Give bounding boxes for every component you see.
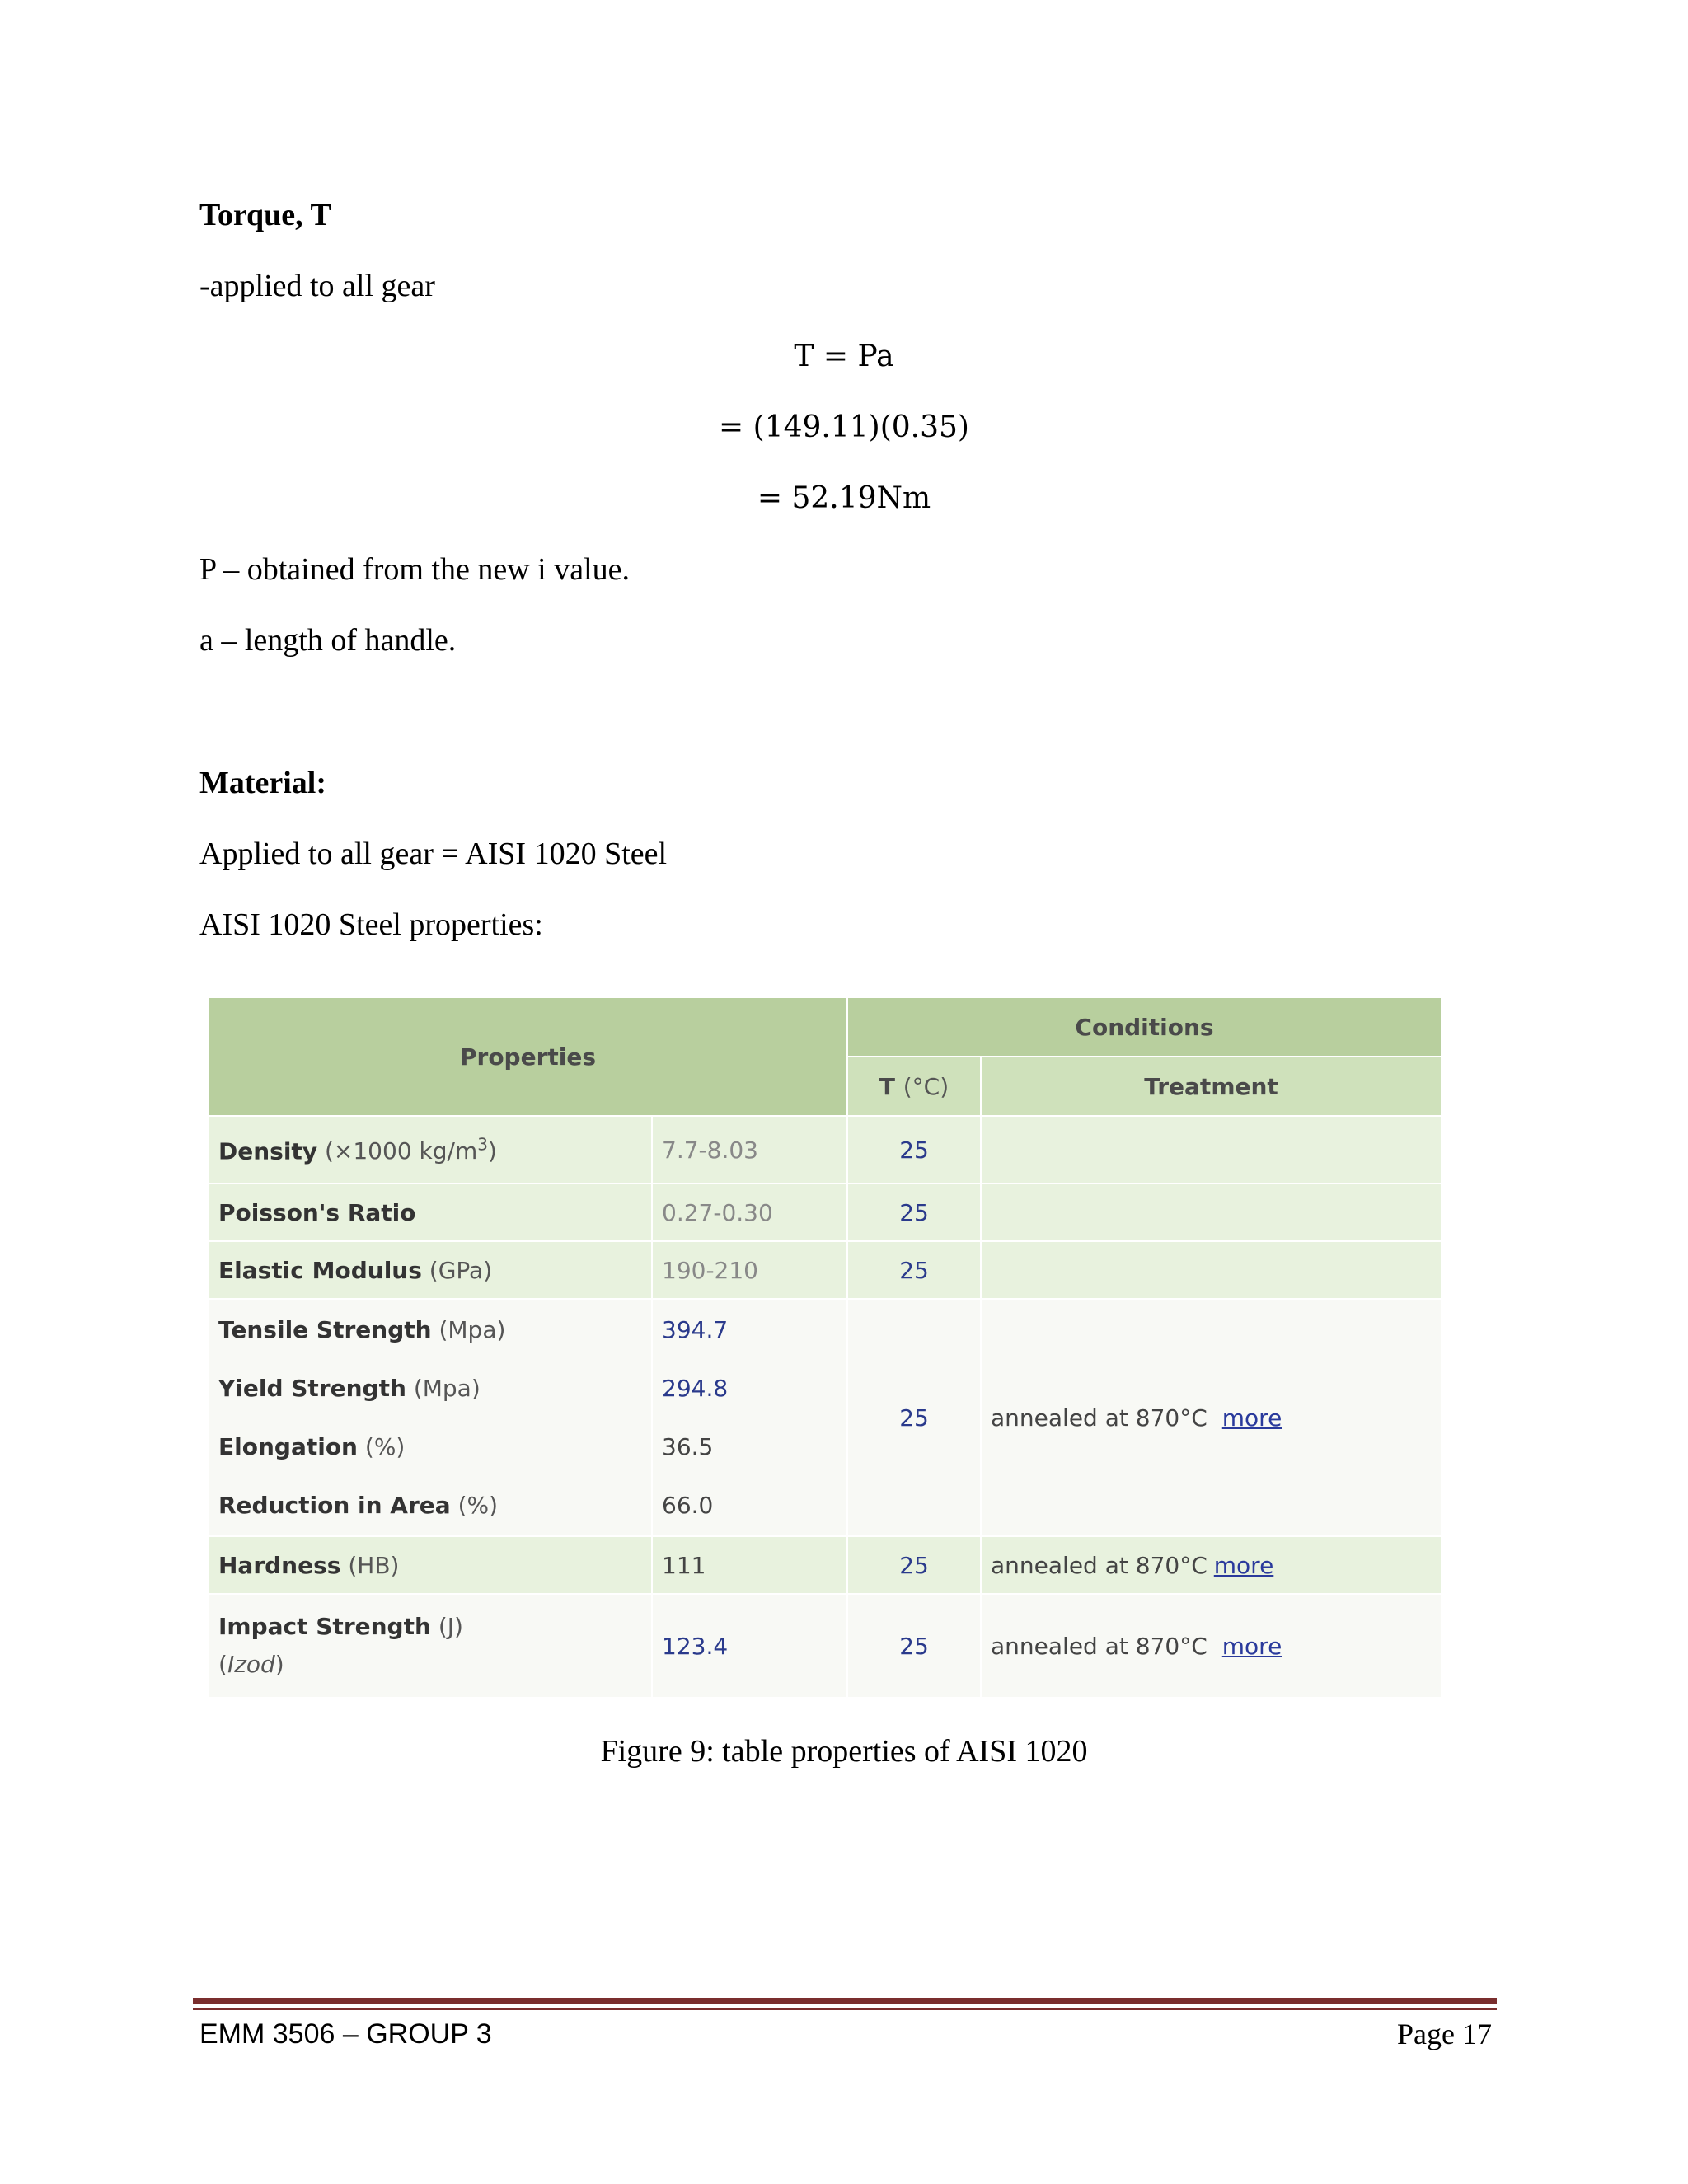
property-temperature: 25 bbox=[847, 1299, 981, 1536]
torque-heading: Torque, T bbox=[199, 198, 331, 232]
property-value-group bbox=[652, 1299, 847, 1536]
property-temperature: 25 bbox=[847, 1183, 981, 1241]
torque-equation-3: = 52.19Nm bbox=[757, 481, 931, 515]
property-value: 190-210 bbox=[652, 1241, 847, 1299]
header-t-label: T bbox=[879, 1072, 895, 1100]
property-temperature: 25 bbox=[847, 1594, 981, 1698]
header-t-unit: (°C) bbox=[903, 1072, 950, 1100]
treatment-text: annealed at 870°C bbox=[991, 1632, 1207, 1660]
value-reduction: 66.0 bbox=[662, 1492, 714, 1519]
property-cell bbox=[209, 1116, 652, 1183]
property-cell bbox=[209, 1183, 652, 1241]
table-row-impact bbox=[209, 1594, 1442, 1698]
property-name: Impact Strength bbox=[218, 1613, 431, 1640]
header-treatment: Treatment bbox=[981, 1057, 1442, 1116]
table-row-mechanical-group bbox=[209, 1299, 1442, 1536]
note-p: P – obtained from the new i value. bbox=[199, 552, 631, 587]
property-cell-group bbox=[209, 1299, 652, 1536]
property-name: Hardness bbox=[218, 1551, 341, 1579]
property-value: 111 bbox=[652, 1536, 847, 1594]
property-value: 0.27-0.30 bbox=[652, 1183, 847, 1241]
property-unit: (GPa) bbox=[429, 1256, 493, 1284]
material-heading: Material: bbox=[199, 766, 327, 800]
property-elongation: Elongation (%) bbox=[218, 1433, 406, 1460]
property-tensile: Tensile Strength (Mpa) bbox=[218, 1316, 506, 1343]
footer-rule-thin bbox=[193, 2008, 1497, 2010]
value-elongation: 36.5 bbox=[662, 1433, 714, 1460]
header-conditions: Conditions bbox=[847, 997, 1442, 1057]
property-reduction: Reduction in Area (%) bbox=[218, 1492, 499, 1519]
property-cell bbox=[209, 1536, 652, 1594]
property-yield: Yield Strength (Mpa) bbox=[218, 1375, 481, 1402]
property-unit: (×1000 $kg/m^3$) bbox=[324, 1134, 497, 1165]
torque-equation-1: T = Pa bbox=[794, 340, 894, 373]
value-yield: 294.8 bbox=[662, 1375, 729, 1402]
header-properties: Properties bbox=[209, 997, 847, 1116]
footer-page-number: Page 17 bbox=[1397, 2018, 1492, 2050]
material-applied-text: Applied to all gear = AISI 1020 Steel bbox=[199, 837, 668, 871]
torque-equation-2: = (149.11)(0.35) bbox=[719, 410, 969, 444]
property-treatment bbox=[981, 1183, 1442, 1241]
property-subnote: (Izod) bbox=[218, 1651, 284, 1678]
property-treatment bbox=[981, 1116, 1442, 1183]
property-unit: (HB) bbox=[348, 1551, 400, 1579]
property-temperature: 25 bbox=[847, 1536, 981, 1594]
note-a: a – length of handle. bbox=[199, 623, 457, 658]
more-link[interactable]: more bbox=[1221, 1404, 1282, 1432]
value-tensile: 394.7 bbox=[662, 1316, 729, 1343]
footer-rule bbox=[193, 1998, 1497, 2004]
property-cell bbox=[209, 1594, 652, 1698]
property-temperature: 25 bbox=[847, 1241, 981, 1299]
treatment-text: annealed at 870°C bbox=[991, 1551, 1207, 1579]
properties-table bbox=[208, 996, 1442, 1699]
property-temperature: 25 bbox=[847, 1116, 981, 1183]
table-row-poisson bbox=[209, 1183, 1442, 1241]
figure-caption: Figure 9: table properties of AISI 1020 bbox=[600, 1734, 1088, 1769]
property-treatment bbox=[981, 1299, 1442, 1536]
property-treatment bbox=[981, 1594, 1442, 1698]
property-unit: (J) bbox=[438, 1613, 463, 1640]
property-name: Density bbox=[218, 1137, 318, 1165]
property-treatment bbox=[981, 1536, 1442, 1594]
property-name: Poisson's Ratio bbox=[218, 1198, 416, 1226]
table-row-hardness bbox=[209, 1536, 1442, 1594]
table-row-elastic bbox=[209, 1241, 1442, 1299]
header-temperature bbox=[847, 1057, 981, 1116]
footer-course-group: EMM 3506 – GROUP 3 bbox=[199, 2018, 492, 2050]
more-link[interactable]: more bbox=[1221, 1632, 1282, 1660]
treatment-text: annealed at 870°C bbox=[991, 1404, 1207, 1432]
material-properties-intro: AISI 1020 Steel properties: bbox=[199, 907, 543, 942]
property-value: 123.4 bbox=[652, 1594, 847, 1698]
property-name: Elastic Modulus bbox=[218, 1256, 422, 1284]
torque-applied-text: -applied to all gear bbox=[199, 269, 435, 303]
property-treatment bbox=[981, 1241, 1442, 1299]
table-row-density bbox=[209, 1116, 1442, 1183]
property-cell bbox=[209, 1241, 652, 1299]
property-value: 7.7-8.03 bbox=[652, 1116, 847, 1183]
more-link[interactable]: more bbox=[1213, 1551, 1274, 1579]
